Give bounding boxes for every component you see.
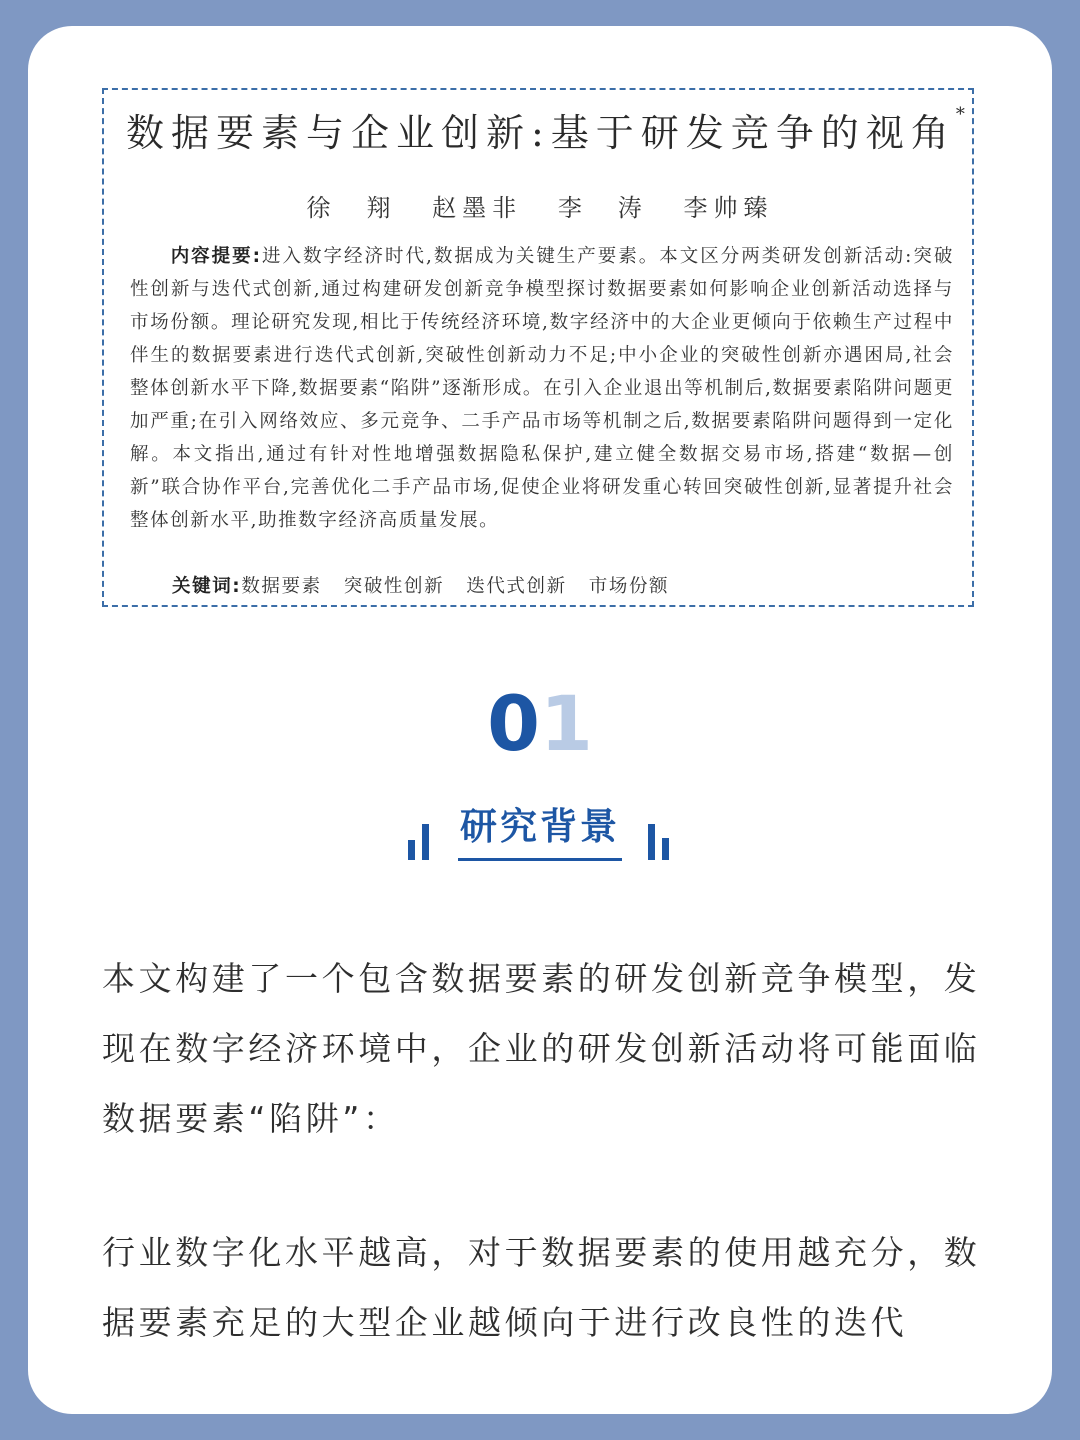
content-card	[28, 26, 1052, 1414]
author-name: 徐 翔	[306, 194, 397, 222]
author-name: 李 涛	[557, 194, 648, 222]
body-paragraph: 行业数字化水平越高，对于数据要素的使用越充分，数据要素充足的大型企业越倾向于进行改良性的迭代	[102, 1233, 981, 1342]
decorative-bars-right	[648, 822, 678, 860]
abstract-body: 进入数字经济时代,数据成为关键生产要素。本文区分两类研发创新活动:突破性创新与迭代式创新,通过构建研发创新竞争模型探讨数据要素如何影响企业创新活动选择与市场份额。理论研究发现,相比于传统经济环境,数字经济中的大企业更倾向于依赖生产过程中伴生的数据要素进行迭代式创新,突破性创新动力不足;中小企业的突破性创新亦遇困局,社会整体创新水平下降,数据要素“陷阱”逐渐形成。在引入企业退出等机制后,数据要素陷阱问题更加严重;在引入网络效应、多元竞争、二手产品市场等机制之后,数据要素陷阱问题得到一定化解。本文指出,通过有针对性地增强数据隐私保护,建立健全数据交易市场,搭建“数据—创新”联合协作平台,完善优化二手产品市场,促使企业将研发重心转回突破性创新,显著提升社会整体创新水平,助推数字经济高质量发展。	[130, 246, 954, 531]
keywords-label: 关键词:	[172, 576, 242, 597]
author-name: 赵墨非	[432, 194, 523, 222]
author-name: 李帅臻	[683, 194, 774, 222]
keyword: 突破性创新	[343, 576, 445, 597]
section-number: 01	[487, 679, 593, 768]
section-title: 研究背景	[460, 805, 620, 848]
keyword: 迭代式创新	[466, 576, 567, 597]
body-paragraph: 本文构建了一个包含数据要素的研发创新竞争模型，发现在数字经济环境中，企业的研发创新活动将可能面临数据要素“陷阱”：	[102, 959, 981, 1138]
keyword: 数据要素	[241, 576, 322, 597]
paper-abstract-excerpt	[102, 88, 974, 607]
abstract-paragraph	[130, 240, 954, 537]
paper-authors	[104, 188, 976, 223]
paper-title: 数据要素与企业创新:基于研发竞争的视角*	[126, 104, 965, 155]
keywords-line	[172, 572, 691, 598]
section-title-underline	[458, 858, 622, 861]
title-footnote-mark: *	[955, 104, 965, 125]
section-heading	[28, 796, 1052, 866]
keyword: 市场份额	[588, 576, 670, 597]
abstract-label: 内容提要:	[170, 246, 262, 267]
decorative-bars-left	[408, 822, 438, 860]
